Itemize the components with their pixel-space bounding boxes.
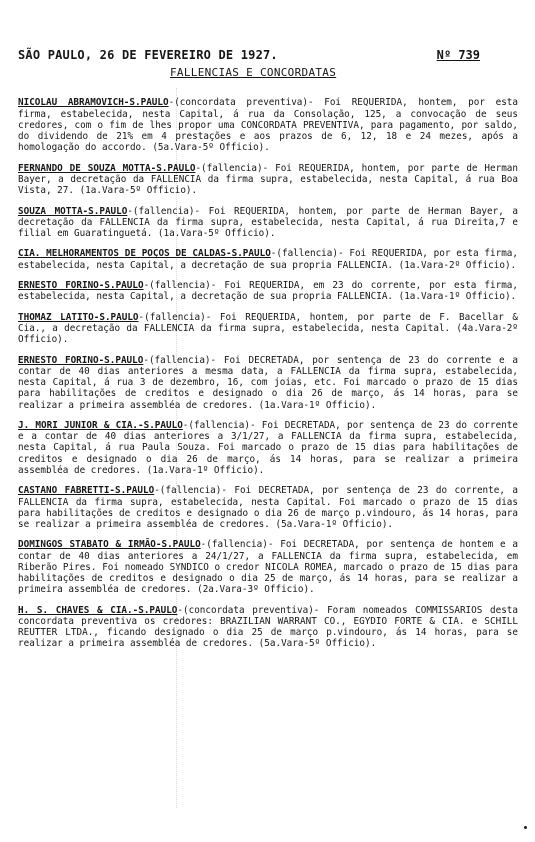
notice-entry — [18, 539, 518, 595]
notice-entry — [18, 312, 518, 346]
notice-entry — [18, 605, 518, 650]
notice-entry — [18, 163, 518, 197]
notice-entry — [18, 248, 518, 270]
notice-heading: SOUZA MOTTA-S.PAULO — [18, 205, 128, 217]
notice-entry — [18, 355, 518, 411]
notice-heading: CASTANO FABRETTI-S.PAULO — [18, 485, 155, 497]
notice-heading: ERNESTO FORINO-S.PAULO — [18, 280, 144, 292]
notice-heading: DOMINGOS STABATO & IRMÃO-S.PAULO — [18, 539, 201, 551]
bulletin-date: SÃO PAULO, 26 DE FEVEREIRO DE 1927. — [18, 48, 278, 62]
notice-entry — [18, 485, 518, 530]
notice-heading: FERNANDO DE SOUZA MOTTA-S.PAULO — [18, 162, 196, 174]
notice-heading: THOMAZ LATITO-S.PAULO — [18, 311, 139, 323]
notice-body: -(fallencia)- Foi DECRETADA, por sentença de 23 do corrente e a contar de 40 dias anteriores a mesma data, a FALLENCIA da firma supra, estabelecida, nesta Capital, á rua 3 de dezembro, 16, com joias, etc. Foi marcado o prazo de 15 dias para habilitações de creditos e designado o dia 26 de março, ás 14 horas, para se realizar a primeira assembléa de credores. (1a.Vara-1º Officio). — [18, 354, 518, 411]
notice-heading: ERNESTO FORINO-S.PAULO — [18, 354, 144, 366]
notice-heading: H. S. CHAVES & CIA.-S.PAULO — [18, 604, 178, 616]
notice-body: -(concordata preventiva)- Foram nomeados COMMISSARIOS desta concordata preventiva os credores: BRAZILIAN WARRANT CO., EGYDIO FORTE & CIA. e SCHILL REUTTER LTDA., ficando designado o dia 25 de março p.vindouro, ás 14 horas, para se realizar a primeira assembléa de credores. (5a.Vara-5º Officio). — [18, 604, 518, 650]
notice-list — [18, 88, 518, 657]
ink-speck — [524, 826, 527, 829]
section-title: FALLENCIAS E CONCORDATAS — [170, 66, 337, 79]
notice-heading: J. MORI JUNIOR & CIA.-S.PAULO — [18, 420, 183, 432]
bulletin-header — [18, 48, 518, 88]
notice-entry — [18, 206, 518, 240]
notice-entry — [18, 420, 518, 476]
notice-entry — [18, 97, 518, 153]
bulletin-number: Nº 739 — [436, 48, 480, 62]
notice-heading: CIA. MELHORAMENTOS DE POÇOS DE CALDAS-S.PAULO — [18, 248, 271, 260]
notice-entry — [18, 280, 518, 302]
notice-body: -(fallencia)- Foi REQUERIDA, em 23 do corrente, por esta firma, estabelecida, nesta Capital, a decretação de sua propria FALLENCIA. (1a.Vara-1º Officio). — [18, 280, 518, 303]
notice-body: -(fallencia)- Foi REQUERIDA, hontem, por parte de F. Bacellar & Cia., a decretação da FALLENCIA da firma supra, estabelecida, nesta Capital. (4a.Vara-2º Officio). — [18, 311, 519, 346]
notice-body: -(fallencia)- Foi DECRETADA, por sentença de 23 do corrente, a FALLENCIA da firma supra, estabelecida, nesta Capital. Foi marcado o prazo de 15 dias para habilitações de creditos e designado o dia 26 de março p.vindouro, ás 14 horas, para se realizar a primeira assembléa de credores. (5a.Vara-1º Officio). — [18, 485, 518, 530]
notice-body: -(fallencia)- Foi REQUERIDA, por esta firma, estabelecida, nesta Capital, a decretação de sua propria FALLENCIA. (1a.Vara-2º Officio). — [18, 248, 518, 271]
notice-body: -(fallencia)- Foi DECRETADA, por sentença de hontem e a contar de 40 dias anteriores a 24/1/27, a FALLENCIA da firma supra, estabelecida, em Riberão Pires. Foi nomeado SYNDICO o credor NICOLA ROMEA, marcado o prazo de 15 dias para habilitações de creditos e designado o dia 25 de março, ás 14 horas, para se realizar a primeira assembléa de credores. (2a.Vara-3º Officio). — [18, 539, 518, 596]
notice-heading: NICOLAU ABRAMOVICH-S.PAULO — [18, 97, 169, 109]
notice-body: -(concordata preventiva)- Foi REQUERIDA, hontem, por esta firma, estabelecida, nesta Capital, á rua da Consolação, 125, a convocação de seus credores, com o fim de lhes propor uma CONCORDATA PREVENTIVA, para pagamento, por saldo, do dividendo de 21% em 4 prestações e aos prazos de 6, 12, 18 e 24 mezes, após a homologação do accordo. (5a.Vara-5º Officio). — [18, 97, 518, 154]
notice-body: -(fallencia)- Foi REQUERIDA, hontem, por parte de Herman Bayer, a decretação da FALLENCIA da firma supra, estabelecida, nesta Capital, á rua Boa Vista, 27. (1a.Vara-5º Officio). — [18, 162, 519, 197]
notice-body: -(fallencia)- Foi REQUERIDA, hontem, por parte de Herman Bayer, a decretação da FALLENCIA da firma supra, estabelecida, nesta Capital, á rua Direita,7 e filial em Guaratinguetá. (1a.Vara-5º Officio). — [18, 205, 518, 239]
notice-body: -(fallencia)- Foi DECRETADA, por sentença de 23 do corrente e a contar de 40 dias anteriores a 3/1/27, a FALLENCIA da firma supra, estabelecida, nesta Capital, á rua Paula Souza. Foi marcado o prazo de 15 dias para habilitações de creditos e designado o dia 26 de março, ás 14 horas, para se realizar a primeira assembléa de credores. (1a.Vara-1º Officio). — [18, 420, 518, 476]
